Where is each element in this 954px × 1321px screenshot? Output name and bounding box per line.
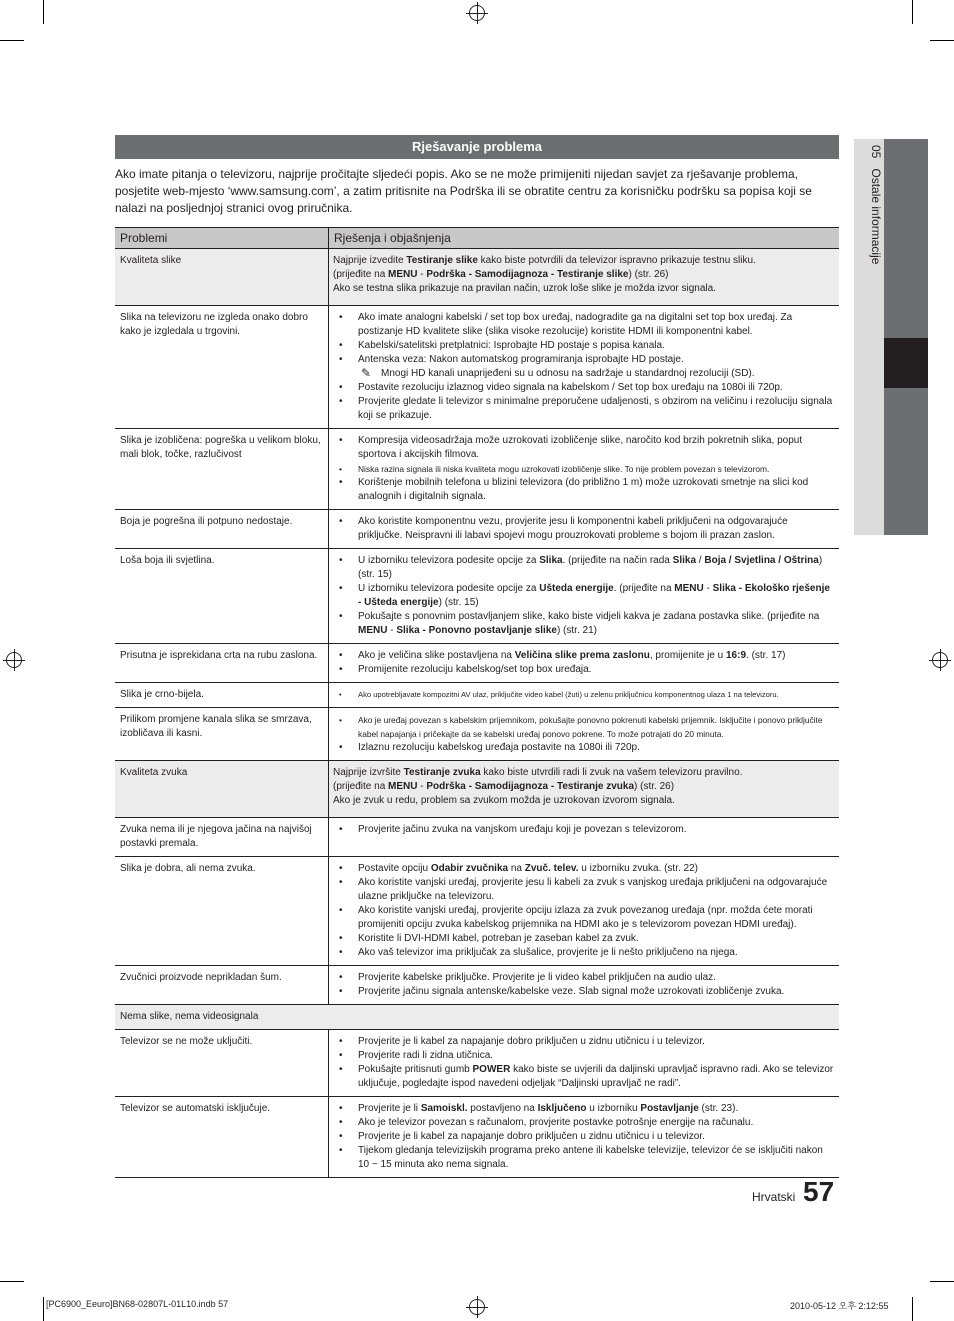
table-row xyxy=(115,306,839,429)
list-item: • Tijekom gledanja televizijskih programa preko antene ili kabelske televizije, televizor će se isključiti nakon 10 ~ 15 minuta ako nema signala. xyxy=(333,1144,834,1172)
crop-mark xyxy=(930,40,954,41)
solution-cell xyxy=(329,857,840,966)
list-item: • Koristite li DVI-HDMI kabel, potreban je zaseban kabel za zvuk. xyxy=(333,932,834,946)
table-row xyxy=(115,818,839,857)
crop-mark xyxy=(930,1281,954,1282)
table-row xyxy=(115,429,839,510)
solution-cell xyxy=(329,429,840,510)
solution-cell: Najprije izvršite Testiranje zvuka kako biste utvrdili radi li zvuk na vašem televizoru pravilno. (prijeđite na MENU - Podrška - Samodijagnoza - Testiranje zvuka) (str. 26) Ako je zvuk u redu, problem sa zvukom možda je uzrokovan izvorom signala. xyxy=(329,761,840,818)
side-tab-dark xyxy=(884,139,928,535)
list-item: • Pokušajte pritisnuti gumb POWER kako biste se uvjerili da daljinski upravljač ispravno radi. Ako se televizor uključuje, pogledajte ispod navedeni odjeljak “Daljinski upravljač ne radi”. xyxy=(333,1063,834,1091)
crop-mark xyxy=(912,0,913,24)
problem-cell: Slika je izobličena: pogreška u velikom bloku, mali blok, točke, razlučivost xyxy=(115,429,329,510)
list-item: • Provjerite jačinu signala antenske/kabelske veze. Slab signal može uzrokovati izobličenje zvuka. xyxy=(333,985,834,999)
crop-mark xyxy=(0,40,24,41)
section-row-label: Nema slike, nema videosignala xyxy=(115,1005,839,1030)
list-item: • Ako koristite vanjski uređaj, provjerite opciju izlaza za zvuk povezanog uređaja (npr. možda ćete morati promijeniti opciju zvuka kabelskog prijemnika na HDMI ako je s televizorom povezan HDMI uređaj). xyxy=(333,904,834,932)
list-item: • Promijenite rezoluciju kabelskog/set top box uređaja. xyxy=(333,663,834,677)
table-row xyxy=(115,966,839,1005)
table-row xyxy=(115,1097,839,1178)
list-item: • Ako koristite komponentnu vezu, provjerite jesu li komponentni kabeli priključeni na odgovarajuće priključke. Neispravni ili labavi spojevi mogu prouzrokovati probleme s bojom ili prazan zaslon. xyxy=(333,515,834,543)
registration-mark-icon xyxy=(469,1299,485,1315)
side-tab-label: 05 Ostale informacije xyxy=(869,145,883,265)
crop-mark xyxy=(912,1297,913,1321)
problem-cell: Zvučnici proizvode neprikladan šum. xyxy=(115,966,329,1005)
table-row xyxy=(115,683,839,708)
list-item: • Kabelski/satelitski pretplatnici: Isprobajte HD postaje s popisa kanala. xyxy=(333,339,834,353)
list-item: • U izborniku televizora podesite opcije za Ušteda energije. (prijeđite na MENU - Slika - Ekološko rješenje - Ušteda energije) (str. 15) xyxy=(333,582,834,610)
list-item: • Provjerite je li Samoiskl. postavljeno na Isključeno u izborniku Postavljanje (str. 23). xyxy=(333,1102,834,1116)
column-header-problems: Problemi xyxy=(115,228,329,249)
list-item: • Postavite opciju Odabir zvučnika na Zvuč. telev. u izborniku zvuka. (str. 22) xyxy=(333,862,834,876)
registration-mark-icon xyxy=(6,652,22,668)
registration-mark-icon xyxy=(469,5,485,21)
crop-mark xyxy=(0,1281,24,1282)
list-item: • Pokušajte s ponovnim postavljanjem slike, kako biste vidjeli kakva je zadana postavka slike. (prijeđite na MENU - Slika - Ponovno postavljanje slike) (str. 21) xyxy=(333,610,834,638)
list-item: • Provjerite kabelske priključke. Provjerite je li video kabel priključen na audio ulaz. xyxy=(333,971,834,985)
list-item: • Ako koristite vanjski uređaj, provjerite jesu li kabeli za zvuk s vanjskog uređaja priključeni na odgovarajuće ulazne priključke na televizoru. xyxy=(333,876,834,904)
list-item: • Korištenje mobilnih telefona u blizini televizora (do približno 1 m) može uzrokovati smetnje na slici kod analognih i digitalnih signala. xyxy=(333,476,834,504)
solution-cell xyxy=(329,708,840,761)
list-item: • Ako vaš televizor ima priključak za slušalice, provjerite je li nešto priključeno na njega. xyxy=(333,946,834,960)
list-item: • U izborniku televizora podesite opcije za Slika. (prijeđite na način rada Slika / Boja / Svjetlina / Oštrina) (str. 15) xyxy=(333,554,834,582)
table-row xyxy=(115,249,839,306)
solution-cell: Najprije izvedite Testiranje slike kako biste potvrdili da televizor ispravno prikazuje testnu sliku. (prijeđite na MENU - Podrška - Samodijagnoza - Testiranje slike) (str. 26) Ako se testna slika prikazuje na pravilan način, uzrok loše slike je možda izvor signala. xyxy=(329,249,840,306)
list-item: • Niska razina signala ili niska kvaliteta mogu uzrokovati izobličenje slike. To nije problem povezan s televizorom. xyxy=(333,462,834,476)
problem-cell: Slika je crno-bijela. xyxy=(115,683,329,708)
solution-cell xyxy=(329,1030,840,1097)
list-item: • Ako imate analogni kabelski / set top box uređaj, nadogradite ga na digitalni set top box uređaj. Za postizanje HD kvalitete slike (slika visoke rezolucije) koristite HDMI ili komponentni kabel. xyxy=(333,311,834,339)
list-item: • Izlaznu rezoluciju kabelskog uređaja postavite na 1080i ili 720p. xyxy=(333,741,834,755)
table-row xyxy=(115,857,839,966)
table-row xyxy=(115,708,839,761)
section-title: Rješavanje problema xyxy=(115,135,839,159)
solution-cell xyxy=(329,1097,840,1178)
problem-cell: Zvuka nema ili je njegova jačina na najvišoj postavki premala. xyxy=(115,818,329,857)
intro-paragraph: Ako imate pitanja o televizoru, najprije pročitajte sljedeći popis. Ako se ne može primijeniti nijedan savjet za rješavanje problema, posjetite web-mjesto ‘www.samsung.com’, a zatim pritisnite na Podrška ili se obratite centru za korisničku podršku sa popisa koji se nalazi na posljednjoj stranici ovog priručnika. xyxy=(115,167,812,215)
problem-cell: Slika je dobra, ali nema zvuka. xyxy=(115,857,329,966)
list-item: • Ako je televizor povezan s računalom, provjerite postavke potrošnje energije na računalu. xyxy=(333,1116,834,1130)
list-item: • Kompresija videosadržaja može uzrokovati izobličenje slike, naročito kod brzih pokretnih slika, poput sportova i akcijskih filmova. xyxy=(333,434,834,462)
solution-cell xyxy=(329,644,840,683)
table-header-row xyxy=(115,228,839,249)
list-item: • Provjerite je li kabel za napajanje dobro priključen u zidnu utičnicu i u televizor. xyxy=(333,1035,834,1049)
list-item: • Ako je veličina slike postavljena na Veličina slike prema zaslonu, promijenite je u 16:9. (str. 17) xyxy=(333,649,834,663)
print-datetime: 2010-05-12 오후 2:12:55 xyxy=(790,1301,889,1311)
problem-cell: Kvaliteta slike xyxy=(115,249,329,306)
list-item: • Antenska veza: Nakon automatskog programiranja isprobajte HD postaje. xyxy=(333,353,834,367)
problem-cell: Kvaliteta zvuka xyxy=(115,761,329,818)
solution-cell xyxy=(329,306,840,429)
problem-cell: Televizor se automatski isključuje. xyxy=(115,1097,329,1178)
problem-cell: Televizor se ne može uključiti. xyxy=(115,1030,329,1097)
list-item: • Provjerite gledate li televizor s minimalne preporučene udaljenosti, s obzirom na veličinu i rezoluciju signala koji se prikazuje. xyxy=(333,395,834,423)
table-row xyxy=(115,549,839,644)
list-item: • Provjerite je li kabel za napajanje dobro priključen u zidnu utičnicu i u televizor. xyxy=(333,1130,834,1144)
problem-cell: Loša boja ili svjetlina. xyxy=(115,549,329,644)
table-section-row xyxy=(115,1005,839,1030)
solution-cell xyxy=(329,683,840,708)
problem-cell: Prilikom promjene kanala slika se smrzava, izobličava ili kasni. xyxy=(115,708,329,761)
footer-language: Hrvatski xyxy=(752,1190,796,1204)
list-item: • Provjerite jačinu zvuka na vanjskom uređaju koji je povezan s televizorom. xyxy=(333,823,834,837)
list-item: • Postavite rezoluciju izlaznog video signala na kabelskom / Set top box uređaju na 1080i ili 720p. xyxy=(333,381,834,395)
list-item: • Ako je uređaj povezan s kabelskim prijemnikom, pokušajte ponovno pokrenuti kabelski prijemnik. Isključite i ponovo priključite kabel napajanja i pričekajte da se kabelski uređaj ponovo pokrene. To može potrajati do 20 minuta. xyxy=(333,713,834,741)
note-item: ✎ Mnogi HD kanali unaprijeđeni su u odnosu na sadržaje u standardnoj rezoluciji (SD). xyxy=(333,367,834,381)
solution-cell xyxy=(329,549,840,644)
list-item: • Provjerite radi li zidna utičnica. xyxy=(333,1049,834,1063)
table-row xyxy=(115,644,839,683)
solution-cell xyxy=(329,510,840,549)
problem-cell: Slika na televizoru ne izgleda onako dobro kako je izgledala u trgovini. xyxy=(115,306,329,429)
crop-mark xyxy=(43,0,44,24)
list-item: • Ako upotrebljavate kompozitni AV ulaz, priključite video kabel (žuti) u zelenu priključnicu komponentnog ulaza 1 na televizoru. xyxy=(333,688,834,702)
side-tab-marker xyxy=(884,338,928,388)
solution-cell xyxy=(329,818,840,857)
table-row xyxy=(115,761,839,818)
problem-cell: Boja je pogrešna ili potpuno nedostaje. xyxy=(115,510,329,549)
print-file-info: [PC6900_Eeuro]BN68-02807L-01L10.indb 57 xyxy=(46,1299,229,1309)
problem-cell: Prisutna je isprekidana crta na rubu zaslona. xyxy=(115,644,329,683)
solution-cell xyxy=(329,966,840,1005)
page-number: 57 xyxy=(803,1176,835,1207)
troubleshooting-table xyxy=(115,227,839,1178)
crop-mark xyxy=(43,1297,44,1321)
registration-mark-icon xyxy=(932,652,948,668)
table-row xyxy=(115,510,839,549)
table-row xyxy=(115,1030,839,1097)
column-header-solutions: Rješenja i objašnjenja xyxy=(329,228,840,249)
